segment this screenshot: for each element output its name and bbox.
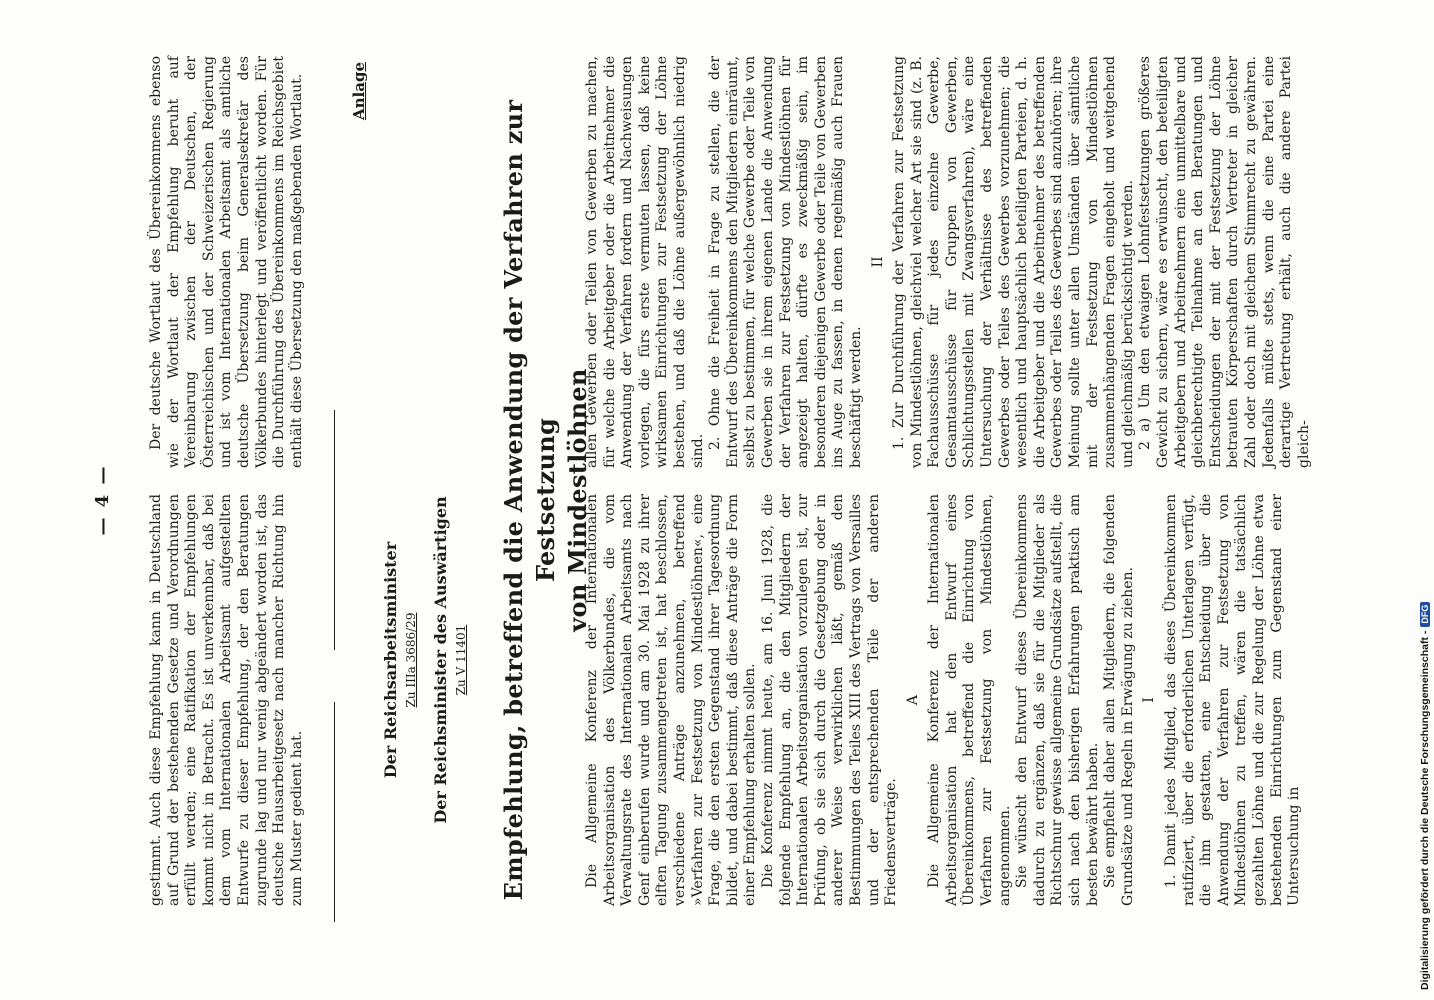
section-heading-a: A	[904, 694, 921, 706]
minister-ref-foreign: Zu V 11401	[454, 624, 468, 696]
anlage-heading: Anlage	[350, 62, 368, 120]
paragraph: 1. Damit jedes Mitglied, das dieses Übereinkommen ratifiziert, über die erforderlichen Unterlagen verfügt, die ihm gestatten, eine Entscheidung über die Anwendung der Verfahren zur Festsetzung von Mindestlöhnen zu treffen, wären die tatsächlich gezahlten Löhne und die zur Regelung der Löhne etwa bestehenden Einrichtungen zum Gegenstand einer Untersuchung in	[1163, 494, 1303, 906]
paragraph: Der deutsche Wortlaut des Übereinkommens ebenso wie der Wortlaut der Empfehlung beruht auf Vereinbarung zwischen der Deutschen, der Österreichischen und der Schweizerischen Regierung und ist vom Internationalen Arbeitsamt als amtliche deutsche Übersetzung beim Generalsekretär des Völkerbundes hinterlegt und veröffentlicht worden. Für die Durchführung des Übereinkommens im Reichsgebiet enthält diese Übersetzung den maßgebenden Wortlaut.	[148, 56, 305, 468]
divider-left	[334, 702, 335, 922]
minister-name-foreign: Der Reichsminister des Auswärtigen	[431, 496, 450, 824]
paragraph: gestimmt. Auch diese Empfehlung kann in Deutschland auf Grund der bestehenden Gesetze und Verordnungen erfüllt werden; eine Ratifikation der Empfehlungen kommt nicht in Betracht. Es ist unverkennbar, daß bei dem vom Internationalen Arbeitsamt aufgestellten Entwurfe zu dieser Empfehlung, der den Beratungen zugrunde lag und nur wenig abgeändert worden ist, das deutsche Hausarbeitgesetz nach mancher Richtung hin zum Muster gedient hat.	[148, 494, 305, 906]
column-1	[584, 494, 1304, 906]
digitization-notice-text: Digitalisierung gefördert durch die Deutsche Forschungsgemeinschaft -	[1419, 630, 1431, 990]
minister-ref-labor: Zu IIIa 3686/29	[404, 612, 418, 708]
section-heading-ii: II	[869, 256, 886, 268]
continuation-text-left	[148, 494, 306, 906]
title-line-2: von Mindestlöhnen	[563, 368, 592, 632]
column-2	[584, 56, 1313, 468]
minister-block	[380, 470, 470, 850]
paragraph: 2 a) Um den etwaigen Lohnfestsetzungen größeres Gewicht zu sichern, wäre es erwünscht, den beteiligten Arbeitgebern und Arbeitnehmern eine unmittelbare und gleichberechtigte Teilnahme an den Beratungen und Entscheidungen der mit der Festsetzung der Löhne betrauten Körperschaften durch Vertreter in gleicher Zahl oder doch mit gleichem Stimmrecht zu gewähren. Jedenfalls müßte stets, wenn die eine Partei eine derartige Vertretung erhält, auch die andere Partei gleich-	[1137, 56, 1312, 468]
page-number: — 4 —	[92, 464, 113, 536]
paragraph: 2. Ohne die Freiheit in Frage zu stellen, die der Entwurf des Übereinkommens den Mitgliedern einräumt, selbst zu bestimmen, für welche Gewerbe oder Teile von Gewerben sie in ihrem eigenen Lande die Anwendung der Verfahren zur Festsetzung von Mindestlöhnen für angezeigt halten, dürfte es zweckmäßig sein, im besonderen diejenigen Gewerbe oder Teile von Gewerben ins Auge zu fassen, in denen regelmäßig auch Frauen beschäftigt werden.	[707, 56, 864, 468]
digitization-notice	[1418, 10, 1432, 990]
paragraph: allen Gewerben oder Teilen von Gewerben zu machen, für welche die Arbeitgeber oder die Arbeitnehmer die Anwendung der Verfahren fordern und Nachweisungen vorlegen, die fürs erste vermuten lassen, daß keine wirksamen Einrichtungen zur Festsetzung der Löhne bestehen, und daß die Löhne außergewöhnlich niedrig sind.	[584, 56, 706, 468]
divider-right	[334, 410, 335, 650]
paragraph: Die Konferenz nimmt heute, am 16. Juni 1928, die folgende Empfehlung an, die den Mitgliedern der Internationalen Arbeitsorganisation vorzulegen ist, zur Prüfung, ob sie sich durch die Gesetzgebung oder in anderer Weise verwirklichen läßt, gemäß den Bestimmungen des Teiles XIII des Vertrags von Versailles und der entsprechenden Teile der anderen Friedensverträge.	[759, 494, 900, 906]
paragraph: Sie empfiehlt daher allen Mitgliedern, die folgenden Grundsätze und Regeln in Erwägung zu ziehen.	[1102, 494, 1136, 906]
paragraph: Die Allgemeine Konferenz der Internationalen Arbeitsorganisation hat den Entwurf eines Übereinkommens, betreffend die Einrichtung von Verfahren zur Festsetzung von Mindestlöhnen, angenommen.	[926, 494, 1013, 906]
paragraph: Sie wünscht den Entwurf dieses Übereinkommens dadurch zu ergänzen, daß sie für die Mitglieder als Richtschnur gewisse allgemeine Grundsätze aufstellt, die sich nach den bisherigen Erfahrungen praktisch am besten bewährt haben.	[1014, 494, 1101, 906]
minister-name-labor: Der Reichsarbeitsminister	[381, 541, 400, 779]
title-line-1: Empfehlung, betreffend die Anwendung der Verfahren zur Festsetzung	[499, 99, 560, 901]
paragraph: Die Allgemeine Konferenz der Internationalen Arbeitsorganisation des Völkerbundes, die vom Verwaltungsrate des Internationalen Arbeitsamts nach Genf einberufen wurde und am 30. Mai 1928 zu ihrer elften Tagung zusammengetreten ist, hat beschlossen, verschiedene Anträge anzunehmen, betreffend »Verfahren zur Festsetzung von Mindestlöhnen«, eine Frage, die den ersten Gegenstand ihrer Tagesordnung bildet, und dabei bestimmt, daß diese Anträge die Form einer Empfehlung erhalten sollen.	[584, 494, 759, 906]
continuation-text-right	[148, 56, 306, 468]
dfg-logo: DFG	[1420, 602, 1430, 627]
section-heading-i: I	[1141, 697, 1158, 703]
document-title	[498, 60, 594, 940]
paragraph: 1. Zur Durchführung der Verfahren zur Festsetzung von Mindestlöhnen, gleichviel welcher Art sie sind (z. B. Fachausschüsse für jedes einzelne Gewerbe, Gesamtausschüsse für Gruppen von Gewerben, Schlichtungsstellen mit Zwangsverfahren), wäre eine Untersuchung der Verhältnisse des betreffenden Gewerbes oder Teiles des Gewerbes vorzunehmen; die wesentlich und hauptsächlich beteiligten Parteien, d. h. die Arbeitgeber und die Arbeitnehmer des betreffenden Gewerbes oder Teiles des Gewerbes sind anzuhören; ihre Meinung sollte unter allen Umständen über sämtliche mit der Festsetzung von Mindestlöhnen zusammenhängenden Fragen eingeholt und weitgehend und gleichmäßig berücksichtigt werden.	[891, 56, 1136, 468]
